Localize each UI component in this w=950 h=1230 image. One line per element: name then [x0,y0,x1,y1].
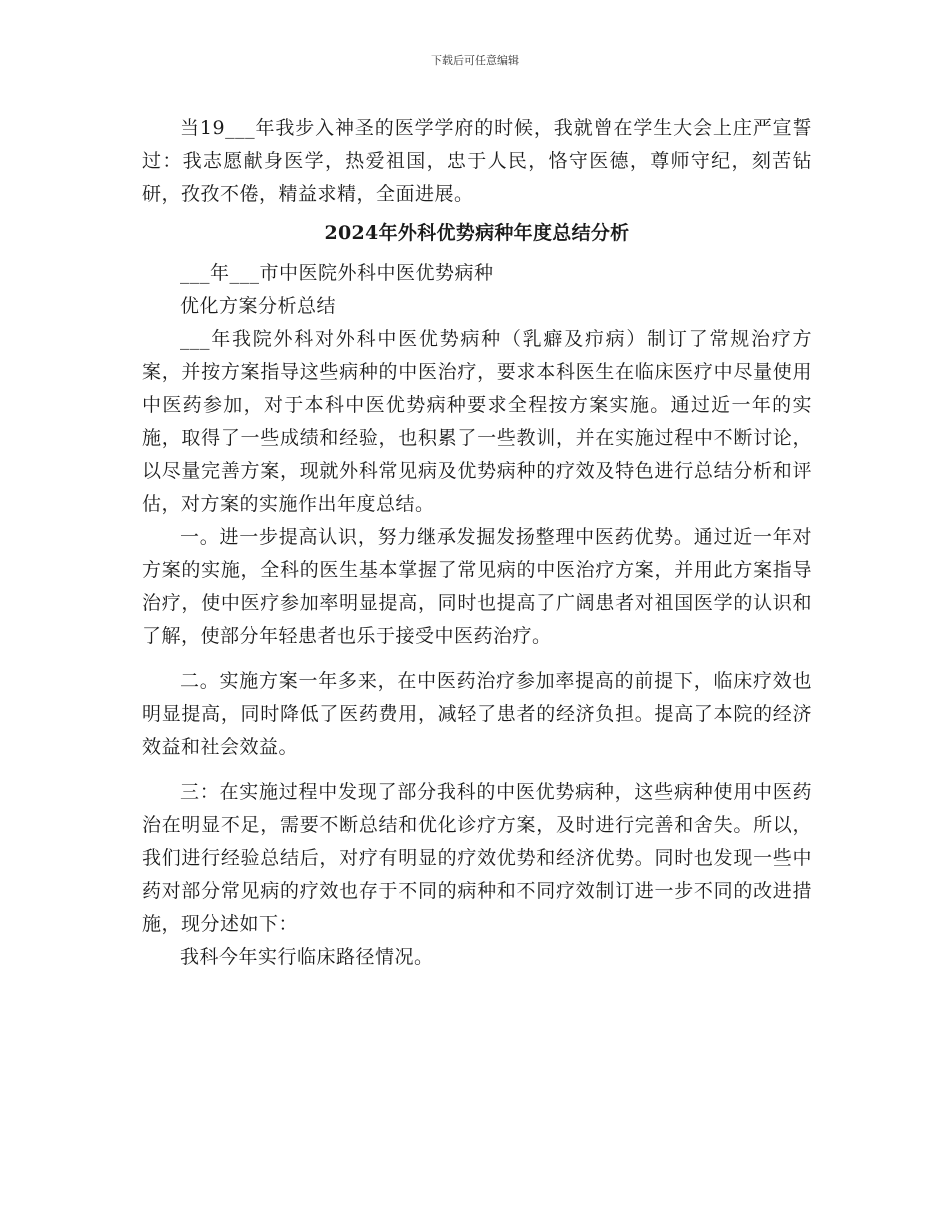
oath-paragraph: 当19___年我步入神圣的医学学府的时候，我就曾在学生大会上庄严宣誓过：我志愿献身医学，热爱祖国，忠于人民，恪守医德，尊师守纪，刻苦钻研，孜孜不倦，精益求精，全面进展。 [142,117,812,205]
subtitle-line-1: ___年___市中医院外科中医优势病种 [180,262,494,284]
document-title: 2024年外科优势病种年度总结分析 [324,222,630,244]
page-header: 下载后可任意编辑 [431,54,519,67]
subtitle-line-2: 优化方案分析总结 [180,295,337,317]
intro-paragraph: ___年我院外科对外科中医优势病种（乳癖及疖病）制订了常规治疗方案，并按方案指导这些病种的中医治疗，要求本科医生在临床医疗中尽量使用中医药参加，对于本科中医优势病种要求全程按方案实施。通过近一年的实施，取得了一些成绩和经验，也积累了一些教训，并在实施过程中不断讨论，以尽量完善方案，现就外科常见病及优势病种的疗效及特色进行总结分析和评估，对方案的实施作出年度总结。 [142,328,812,515]
section-one-paragraph: 一。进一步提高认识，努力继承发掘发扬整理中医药优势。通过近一年对方案的实施，全科的医生基本掌握了常见病的中医治疗方案，并用此方案指导治疗，使中医疗参加率明显提高，同时也提高了广阔患者对祖国医学的认识和了解，使部分年轻患者也乐于接受中医药治疗。 [142,526,812,647]
section-three-paragraph: 三：在实施过程中发现了部分我科的中医优势病种，这些病种使用中医药治在明显不足，需要不断总结和优化诊疗方案，及时进行完善和舍失。所以，我们进行经验总结后，对疗有明显的疗效优势和经济优势。同时也发现一些中药对部分常见病的疗效也存于不同的病种和不同疗效制订进一步不同的改进措施，现分述如下： [142,781,812,935]
clinical-pathway-paragraph: 我科今年实行临床路径情况。 [180,946,434,968]
document-body [142,112,812,974]
section-two-paragraph: 二。实施方案一年多来，在中医药治疗参加率提高的前提下，临床疗效也明显提高，同时降低了医药费用，减轻了患者的经济负担。提高了本院的经济效益和社会效益。 [142,670,812,758]
